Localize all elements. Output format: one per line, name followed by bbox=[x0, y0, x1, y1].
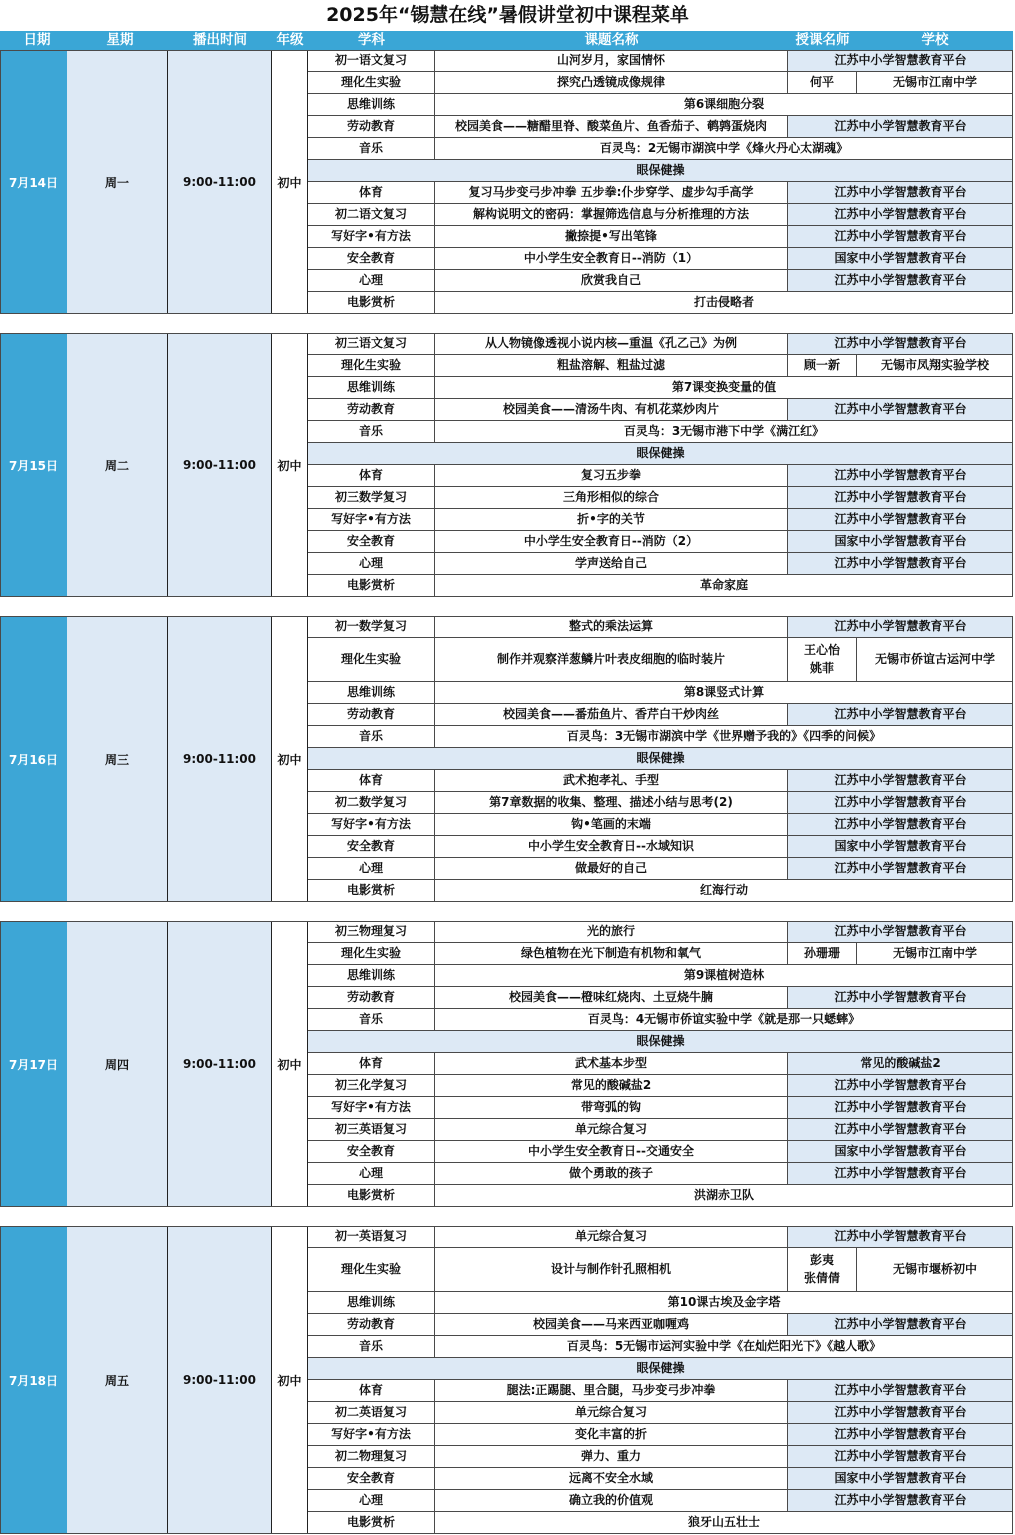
subject-cell: 安全教育 bbox=[308, 531, 435, 552]
day-block bbox=[0, 921, 1013, 1207]
subject-cell: 初三化学复习 bbox=[308, 1075, 435, 1096]
school-cell: 无锡市堰桥初中 bbox=[892, 1261, 977, 1276]
date-cell: 7月15日 bbox=[0, 333, 67, 597]
table-row bbox=[308, 333, 1013, 355]
table-row bbox=[308, 138, 1013, 160]
date-cell: 7月14日 bbox=[0, 50, 67, 314]
broadcast-time-cell: 9:00-11:00 bbox=[168, 50, 272, 314]
topic-cell: 武术抱孝礼、手型 bbox=[435, 770, 788, 791]
platform-cell: 国家中小学智慧教育平台 bbox=[788, 1468, 1013, 1489]
subject-cell: 电影赏析 bbox=[308, 880, 435, 901]
school-cell: 无锡市凤翔实验学校 bbox=[880, 357, 989, 372]
broadcast-time-cell: 9:00-11:00 bbox=[168, 1226, 272, 1534]
platform-cell: 江苏中小学智慧教育平台 bbox=[788, 1424, 1013, 1445]
table-row bbox=[308, 377, 1013, 399]
table-row bbox=[308, 616, 1013, 638]
subject-cell: 写好字•有方法 bbox=[308, 1424, 435, 1445]
topic-cell: 探究凸透镜成像规律 bbox=[435, 72, 788, 93]
date-cell: 7月16日 bbox=[0, 616, 67, 902]
table-row bbox=[308, 943, 1013, 965]
table-row bbox=[308, 182, 1013, 204]
platform-cell: 江苏中小学智慧教育平台 bbox=[788, 814, 1013, 835]
table-row bbox=[308, 1097, 1013, 1119]
subject-cell: 初二数学复习 bbox=[308, 792, 435, 813]
table-row bbox=[308, 421, 1013, 443]
topic-cell: 第9课植树造林 bbox=[683, 967, 765, 982]
table-row bbox=[308, 726, 1013, 748]
platform-cell: 江苏中小学智慧教育平台 bbox=[788, 1380, 1013, 1401]
subject-cell: 思维训练 bbox=[308, 965, 435, 986]
topic-cell: 学声送给自己 bbox=[435, 553, 788, 574]
table-row bbox=[308, 1248, 1013, 1292]
table-row bbox=[308, 72, 1013, 94]
subject-cell: 思维训练 bbox=[308, 377, 435, 398]
topic-cell: 常见的酸碱盐2 bbox=[435, 1075, 788, 1096]
subject-cell: 初二英语复习 bbox=[308, 1402, 435, 1423]
platform-cell: 江苏中小学智慧教育平台 bbox=[788, 1097, 1013, 1118]
platform-cell: 江苏中小学智慧教育平台 bbox=[788, 1490, 1013, 1511]
table-row bbox=[308, 1053, 1013, 1075]
teacher-cell: 何平 bbox=[788, 72, 857, 93]
subject-cell: 写好字•有方法 bbox=[308, 1097, 435, 1118]
table-row bbox=[308, 1402, 1013, 1424]
platform-cell: 江苏中小学智慧教育平台 bbox=[788, 465, 1013, 486]
topic-cell: 制作并观察洋葱鳞片叶表皮细胞的临时装片 bbox=[435, 638, 788, 681]
subject-cell: 劳动教育 bbox=[308, 704, 435, 725]
topic-cell: 洪湖赤卫队 bbox=[693, 1187, 754, 1202]
topic-cell: 中小学生安全教育日--消防（1） bbox=[435, 248, 788, 269]
platform-cell: 江苏中小学智慧教育平台 bbox=[788, 1075, 1013, 1096]
topic-cell: 复习马步变弓步冲拳 五步拳:仆步穿学、虚步勾手高学 bbox=[435, 182, 788, 203]
platform-cell: 国家中小学智慧教育平台 bbox=[788, 836, 1013, 857]
header-grade: 年级 bbox=[276, 32, 304, 48]
topic-cell: 变化丰富的折 bbox=[435, 1424, 788, 1445]
table-row bbox=[308, 1424, 1013, 1446]
table-row bbox=[308, 204, 1013, 226]
platform-cell: 江苏中小学智慧教育平台 bbox=[788, 987, 1013, 1008]
platform-cell: 江苏中小学智慧教育平台 bbox=[788, 770, 1013, 791]
topic-cell: 百灵鸟：3无锡市港下中学《满江红》 bbox=[623, 423, 825, 438]
subject-cell: 思维训练 bbox=[308, 682, 435, 703]
grade-cell: 初中 bbox=[272, 616, 308, 902]
date-cell: 7月18日 bbox=[0, 1226, 67, 1534]
teacher-cell: 彭夷 张倩倩 bbox=[788, 1248, 857, 1291]
table-row bbox=[308, 1185, 1013, 1207]
subject-cell: 安全教育 bbox=[308, 248, 435, 269]
platform-cell: 江苏中小学智慧教育平台 bbox=[788, 1119, 1013, 1140]
subject-cell: 电影赏析 bbox=[308, 1185, 435, 1206]
table-row bbox=[308, 770, 1013, 792]
topic-cell: 百灵鸟：3无锡市湖滨中学《世界赠予我的》《四季的问候》 bbox=[566, 728, 882, 743]
teacher-cell: 孙珊珊 bbox=[788, 943, 857, 964]
topic-cell: 百灵鸟：4无锡市侨谊实验中学《就是那一只蟋蟀》 bbox=[587, 1011, 861, 1026]
platform-cell: 江苏中小学智慧教育平台 bbox=[788, 1402, 1013, 1423]
platform-cell: 江苏中小学智慧教育平台 bbox=[788, 182, 1013, 203]
table-row bbox=[308, 575, 1013, 597]
table-header bbox=[0, 31, 1013, 50]
table-row bbox=[308, 1490, 1013, 1512]
table-row bbox=[308, 509, 1013, 531]
platform-cell: 国家中小学智慧教育平台 bbox=[788, 1141, 1013, 1162]
platform-cell: 江苏中小学智慧教育平台 bbox=[788, 1314, 1013, 1335]
table-row bbox=[308, 443, 1013, 465]
topic-cell: 校园美食——马来西亚咖喱鸡 bbox=[435, 1314, 788, 1335]
table-row bbox=[308, 94, 1013, 116]
topic-cell: 光的旅行 bbox=[435, 921, 788, 942]
table-row bbox=[308, 399, 1013, 421]
platform-cell: 江苏中小学智慧教育平台 bbox=[788, 858, 1013, 879]
weekday-cell: 周一 bbox=[67, 50, 168, 314]
subject-cell: 劳动教育 bbox=[308, 987, 435, 1008]
topic-cell: 革命家庭 bbox=[699, 577, 748, 592]
table-row bbox=[308, 792, 1013, 814]
header-subject: 学科 bbox=[358, 32, 385, 48]
page-title: 2025年“锡慧在线”暑假讲堂初中课程菜单 bbox=[326, 4, 689, 26]
eye-exercise-cell: 眼保健操 bbox=[308, 443, 1013, 464]
table-row bbox=[308, 226, 1013, 248]
subject-cell: 劳动教育 bbox=[308, 1314, 435, 1335]
topic-cell: 欣赏我自己 bbox=[435, 270, 788, 291]
subject-cell: 初二物理复习 bbox=[308, 1446, 435, 1467]
topic-cell: 设计与制作针孔照相机 bbox=[435, 1248, 788, 1291]
topic-cell: 弹力、重力 bbox=[435, 1446, 788, 1467]
subject-cell: 思维训练 bbox=[308, 1292, 435, 1313]
school-cell: 无锡市侨谊古运河中学 bbox=[874, 651, 995, 666]
subject-cell: 心理 bbox=[308, 553, 435, 574]
platform-cell: 江苏中小学智慧教育平台 bbox=[788, 487, 1013, 508]
platform-cell: 江苏中小学智慧教育平台 bbox=[788, 1226, 1013, 1247]
weekday-cell: 周四 bbox=[67, 921, 168, 1207]
topic-cell: 做个勇敢的孩子 bbox=[435, 1163, 788, 1184]
topic-cell: 山河岁月，家国情怀 bbox=[435, 50, 788, 71]
topic-cell: 远离不安全水域 bbox=[435, 1468, 788, 1489]
topic-cell: 第7课变换变量的值 bbox=[671, 379, 777, 394]
header-time: 播出时间 bbox=[193, 32, 247, 48]
table-row bbox=[308, 1292, 1013, 1314]
subject-cell: 电影赏析 bbox=[308, 292, 435, 313]
table-row bbox=[308, 50, 1013, 72]
day-block bbox=[0, 616, 1013, 902]
topic-cell: 狼牙山五壮士 bbox=[687, 1514, 760, 1529]
table-row bbox=[308, 292, 1013, 314]
platform-cell: 江苏中小学智慧教育平台 bbox=[788, 270, 1013, 291]
day-block bbox=[0, 1226, 1013, 1534]
broadcast-time-cell: 9:00-11:00 bbox=[168, 921, 272, 1207]
topic-cell: 带弯弧的钩 bbox=[435, 1097, 788, 1118]
platform-cell: 江苏中小学智慧教育平台 bbox=[788, 399, 1013, 420]
topic-cell: 钩•笔画的末端 bbox=[435, 814, 788, 835]
platform-cell: 江苏中小学智慧教育平台 bbox=[788, 509, 1013, 530]
table-row bbox=[308, 1141, 1013, 1163]
topic-cell: 第6课细胞分裂 bbox=[683, 96, 765, 111]
table-row bbox=[308, 921, 1013, 943]
topic-cell: 百灵鸟：2无锡市湖滨中学《烽火丹心太湖魂》 bbox=[599, 140, 849, 155]
eye-exercise-cell: 眼保健操 bbox=[308, 1358, 1013, 1379]
subject-cell: 理化生实验 bbox=[308, 1248, 435, 1291]
subject-cell: 劳动教育 bbox=[308, 116, 435, 137]
day-block bbox=[0, 333, 1013, 597]
subject-cell: 理化生实验 bbox=[308, 72, 435, 93]
teacher-cell: 顾一新 bbox=[788, 355, 857, 376]
eye-exercise-cell: 眼保健操 bbox=[308, 1031, 1013, 1052]
header-teacher: 授课名师 bbox=[795, 32, 850, 48]
platform-cell: 江苏中小学智慧教育平台 bbox=[788, 204, 1013, 225]
subject-cell: 体育 bbox=[308, 770, 435, 791]
topic-cell: 复习五步拳 bbox=[435, 465, 788, 486]
subject-cell: 音乐 bbox=[308, 138, 435, 159]
subject-cell: 音乐 bbox=[308, 1336, 435, 1357]
topic-cell: 红海行动 bbox=[699, 882, 748, 897]
platform-cell: 国家中小学智慧教育平台 bbox=[788, 248, 1013, 269]
header-date: 日期 bbox=[23, 32, 51, 48]
table-row bbox=[308, 1009, 1013, 1031]
table-row bbox=[308, 160, 1013, 182]
broadcast-time-cell: 9:00-11:00 bbox=[168, 333, 272, 597]
weekday-cell: 周三 bbox=[67, 616, 168, 902]
topic-cell: 第7章数据的收集、整理、描述小结与思考(2) bbox=[435, 792, 788, 813]
subject-cell: 体育 bbox=[308, 465, 435, 486]
teacher-cell: 王心怡 姚菲 bbox=[788, 638, 857, 681]
platform-cell: 江苏中小学智慧教育平台 bbox=[788, 333, 1013, 354]
subject-cell: 心理 bbox=[308, 1490, 435, 1511]
weekday-cell: 周五 bbox=[67, 1226, 168, 1534]
eye-exercise-cell: 眼保健操 bbox=[308, 160, 1013, 181]
table-row bbox=[308, 1314, 1013, 1336]
table-row bbox=[308, 880, 1013, 902]
grade-cell: 初中 bbox=[272, 50, 308, 314]
subject-cell: 初三物理复习 bbox=[308, 921, 435, 942]
table-row bbox=[308, 248, 1013, 270]
platform-cell: 江苏中小学智慧教育平台 bbox=[788, 50, 1013, 71]
topic-cell: 打击侵略者 bbox=[693, 294, 754, 309]
subject-cell: 理化生实验 bbox=[308, 943, 435, 964]
topic-cell: 撇捺提•写出笔锋 bbox=[435, 226, 788, 247]
platform-cell: 江苏中小学智慧教育平台 bbox=[788, 116, 1013, 137]
table-row bbox=[308, 1446, 1013, 1468]
table-row bbox=[308, 987, 1013, 1009]
school-cell: 无锡市江南中学 bbox=[892, 945, 977, 960]
topic-cell: 校园美食——糖醋里脊、酸菜鱼片、鱼香茄子、鹌鹑蛋烧肉 bbox=[435, 116, 788, 137]
topic-cell: 第8课竖式计算 bbox=[683, 684, 765, 699]
platform-cell: 江苏中小学智慧教育平台 bbox=[788, 226, 1013, 247]
platform-cell: 江苏中小学智慧教育平台 bbox=[788, 1163, 1013, 1184]
table-row bbox=[308, 465, 1013, 487]
subject-cell: 理化生实验 bbox=[308, 638, 435, 681]
topic-cell: 绿色植物在光下制造有机物和氧气 bbox=[435, 943, 788, 964]
header-school: 学校 bbox=[921, 32, 949, 48]
table-row bbox=[308, 1031, 1013, 1053]
subject-cell: 初三数学复习 bbox=[308, 487, 435, 508]
topic-cell: 整式的乘法运算 bbox=[435, 616, 788, 637]
date-cell: 7月17日 bbox=[0, 921, 67, 1207]
topic-cell: 做最好的自己 bbox=[435, 858, 788, 879]
subject-cell: 初三语文复习 bbox=[308, 333, 435, 354]
table-row bbox=[308, 814, 1013, 836]
grade-cell: 初中 bbox=[272, 333, 308, 597]
subject-cell: 音乐 bbox=[308, 421, 435, 442]
table-row bbox=[308, 553, 1013, 575]
topic-cell: 腿法:正踢腿、里合腿，马步变弓步冲拳 bbox=[435, 1380, 788, 1401]
topic-cell: 折•字的关节 bbox=[435, 509, 788, 530]
table-row bbox=[308, 1336, 1013, 1358]
table-row bbox=[308, 1163, 1013, 1185]
table-row bbox=[308, 487, 1013, 509]
table-row bbox=[308, 858, 1013, 880]
header-weekday: 星期 bbox=[106, 32, 134, 48]
subject-cell: 体育 bbox=[308, 1380, 435, 1401]
grade-cell: 初中 bbox=[272, 1226, 308, 1534]
platform-cell: 常见的酸碱盐2 bbox=[788, 1053, 1013, 1074]
table-row bbox=[308, 1358, 1013, 1380]
header-topic: 课题名称 bbox=[584, 32, 639, 48]
subject-cell: 音乐 bbox=[308, 1009, 435, 1030]
table-row bbox=[308, 748, 1013, 770]
topic-cell: 确立我的价值观 bbox=[435, 1490, 788, 1511]
table-row bbox=[308, 1075, 1013, 1097]
table-row bbox=[308, 704, 1013, 726]
subject-cell: 心理 bbox=[308, 1163, 435, 1184]
topic-cell: 从人物镜像透视小说内核—重温《孔乙己》为例 bbox=[435, 333, 788, 354]
table-row bbox=[308, 1226, 1013, 1248]
subject-cell: 初一语文复习 bbox=[308, 50, 435, 71]
subject-cell: 初二语文复习 bbox=[308, 204, 435, 225]
subject-cell: 写好字•有方法 bbox=[308, 226, 435, 247]
topic-cell: 中小学生安全教育日--交通安全 bbox=[435, 1141, 788, 1162]
subject-cell: 劳动教育 bbox=[308, 399, 435, 420]
topic-cell: 单元综合复习 bbox=[435, 1402, 788, 1423]
subject-cell: 安全教育 bbox=[308, 1141, 435, 1162]
topic-cell: 校园美食——番茄鱼片、香芹白干炒肉丝 bbox=[435, 704, 788, 725]
topic-cell: 单元综合复习 bbox=[435, 1226, 788, 1247]
subject-cell: 安全教育 bbox=[308, 1468, 435, 1489]
table-row bbox=[308, 1119, 1013, 1141]
subject-cell: 心理 bbox=[308, 858, 435, 879]
grade-cell: 初中 bbox=[272, 921, 308, 1207]
topic-cell: 百灵鸟：5无锡市运河实验中学《在灿烂阳光下》《越人歌》 bbox=[566, 1338, 882, 1353]
topic-cell: 中小学生安全教育日--消防（2） bbox=[435, 531, 788, 552]
day-block bbox=[0, 50, 1013, 314]
table-row bbox=[308, 270, 1013, 292]
school-cell: 无锡市江南中学 bbox=[892, 74, 977, 89]
table-row bbox=[308, 1468, 1013, 1490]
topic-cell: 武术基本步型 bbox=[435, 1053, 788, 1074]
subject-cell: 电影赏析 bbox=[308, 575, 435, 596]
table-row bbox=[308, 682, 1013, 704]
subject-cell: 电影赏析 bbox=[308, 1512, 435, 1533]
subject-cell: 心理 bbox=[308, 270, 435, 291]
table-row bbox=[308, 1380, 1013, 1402]
topic-cell: 第10课古埃及金字塔 bbox=[667, 1294, 781, 1309]
table-row bbox=[308, 355, 1013, 377]
topic-cell: 单元综合复习 bbox=[435, 1119, 788, 1140]
subject-cell: 音乐 bbox=[308, 726, 435, 747]
topic-cell: 粗盐溶解、粗盐过滤 bbox=[435, 355, 788, 376]
subject-cell: 写好字•有方法 bbox=[308, 509, 435, 530]
subject-cell: 体育 bbox=[308, 182, 435, 203]
platform-cell: 江苏中小学智慧教育平台 bbox=[788, 704, 1013, 725]
platform-cell: 江苏中小学智慧教育平台 bbox=[788, 1446, 1013, 1467]
topic-cell: 校园美食——橙味红烧肉、土豆烧牛腩 bbox=[435, 987, 788, 1008]
table-row bbox=[308, 836, 1013, 858]
subject-cell: 初一英语复习 bbox=[308, 1226, 435, 1247]
table-row bbox=[308, 965, 1013, 987]
platform-cell: 江苏中小学智慧教育平台 bbox=[788, 553, 1013, 574]
eye-exercise-cell: 眼保健操 bbox=[308, 748, 1013, 769]
topic-cell: 解构说明文的密码：掌握筛选信息与分析推理的方法 bbox=[435, 204, 788, 225]
broadcast-time-cell: 9:00-11:00 bbox=[168, 616, 272, 902]
topic-cell: 中小学生安全教育日--水域知识 bbox=[435, 836, 788, 857]
table-row bbox=[308, 1512, 1013, 1534]
topic-cell: 三角形相似的综合 bbox=[435, 487, 788, 508]
subject-cell: 思维训练 bbox=[308, 94, 435, 115]
platform-cell: 江苏中小学智慧教育平台 bbox=[788, 616, 1013, 637]
table-row bbox=[308, 531, 1013, 553]
platform-cell: 国家中小学智慧教育平台 bbox=[788, 531, 1013, 552]
subject-cell: 初三英语复习 bbox=[308, 1119, 435, 1140]
weekday-cell: 周二 bbox=[67, 333, 168, 597]
subject-cell: 初一数学复习 bbox=[308, 616, 435, 637]
table-row bbox=[308, 116, 1013, 138]
subject-cell: 写好字•有方法 bbox=[308, 814, 435, 835]
subject-cell: 安全教育 bbox=[308, 836, 435, 857]
subject-cell: 体育 bbox=[308, 1053, 435, 1074]
table-row bbox=[308, 638, 1013, 682]
topic-cell: 校园美食——清汤牛肉、有机花菜炒肉片 bbox=[435, 399, 788, 420]
subject-cell: 理化生实验 bbox=[308, 355, 435, 376]
platform-cell: 江苏中小学智慧教育平台 bbox=[788, 792, 1013, 813]
platform-cell: 江苏中小学智慧教育平台 bbox=[788, 921, 1013, 942]
